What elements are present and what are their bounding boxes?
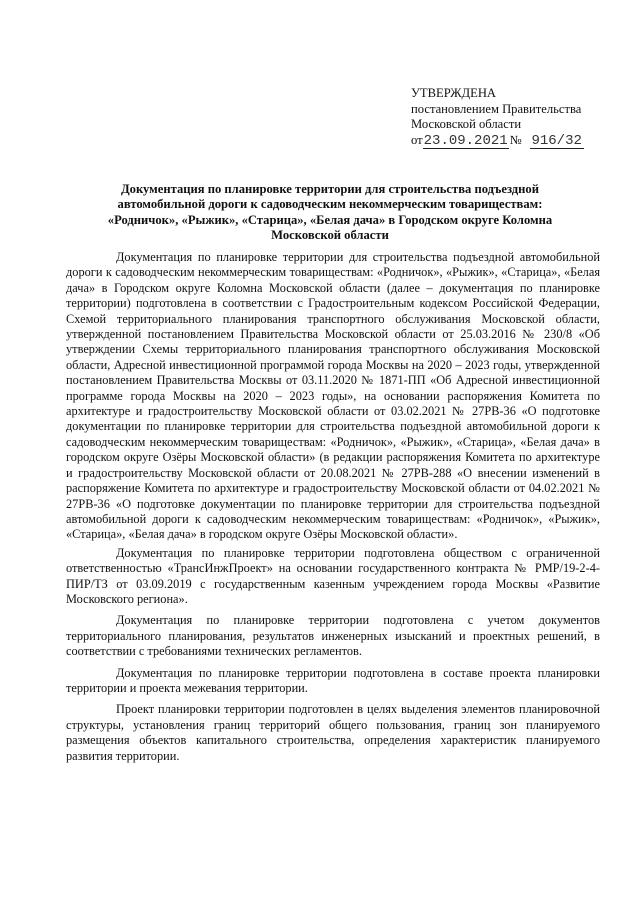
approval-date-prefix: от [411,132,423,147]
approval-number: 916/32 [531,132,582,149]
approval-number-sign: № [509,132,522,147]
approval-date: 23.09.2021 [423,132,508,149]
approval-authority: постановлением Правительства [411,101,582,116]
paragraph-5: Проект планировки территории подготовлен в целях выделения элементов планировочной структуры, установления границ территорий общего пользования, границ зон планируемого размещения объектов капитального строительства, определения характеристик планируемого развития территории. [66,702,600,763]
paragraph-1: Документация по планировке территории для строительства подъездной автомобильной дороги к садоводческим некоммерческим товариществам: «Родничок», «Рыжик», «Старица», «Белая дача» в Городском округе Коломна Московской области (далее – документация по планировке территории) подготовлена в соответствии с Градостроительным кодексом Российской Федерации, Схемой территориального планирования транспортного обслуживания Московской области, утвержденной постановлением Правительства Московской области от 25.03.2016 № 230/8 «Об утверждении Схемы территориального планирования транспортного обслуживания Московской области, Адресной инвестиционной программой города Москвы на 2020 – 2023 годы, утвержденной постановлением Правительства Москвы от 03.11.2020 № 1871-ПП «Об Адресной инвестиционной программе города Москвы на 2020 – 2023 годы», на основании распоряжения Комитета по архитектуре и градостроительству Московской области от 03.02.2021 № 27РВ-36 «О подготовке документации по планировке территории для строительства подъездной автомобильной дороги к садоводческим некоммерческим товариществам: «Родничок», «Рыжик», «Старица», «Белая дача» в городском округе Озёры Московской области» (в редакции распоряжения Комитета по архитектуре и градостроительству Московской области от 20.08.2021 № 27РВ-288 «О внесении изменений в распоряжение Комитета по архитектуре и градостроительству Московской области от 04.02.2021 № 27РВ-36 «О подготовке документации по планировке территории для строительства подъездной автомобильной дороги к садоводческим некоммерческим товариществам: «Родничок», «Рыжик», «Старица», «Белая дача» в городском округе Озёры Московской области». [66,250,600,542]
approval-block [411,86,626,149]
document-body [66,250,600,770]
document-title: Документация по планировке территории для строительства подъездной автомобильной дороги к садоводческим некоммерческим товариществам: «Родничок», «Рыжик», «Старица», «Белая дача» в Городском округе Коломна Московской области [107,182,553,243]
paragraph-4: Документация по планировке территории подготовлена в составе проекта планировки территории и проекта межевания территории. [66,665,600,695]
approval-region: Московской области [411,117,522,132]
approval-heading: УТВЕРЖДЕНА [411,86,497,100]
approval-date-number [411,133,626,149]
paragraph-3: Документация по планировке территории подготовлена с учетом документов территориального планирования, результатов инженерных изысканий и проектных решений, в соответствии с требованиями технических регламентов. [66,613,600,659]
paragraph-2: Документация по планировке территории подготовлена обществом с ограниченной ответственностью «ТрансИнжПроект» на основании государственного контракта № РМР/19-2-4-ПИР/ТЗ от 03.09.2019 с государственным казенным учреждением города Москвы «Развитие Московского региона». [66,545,600,606]
